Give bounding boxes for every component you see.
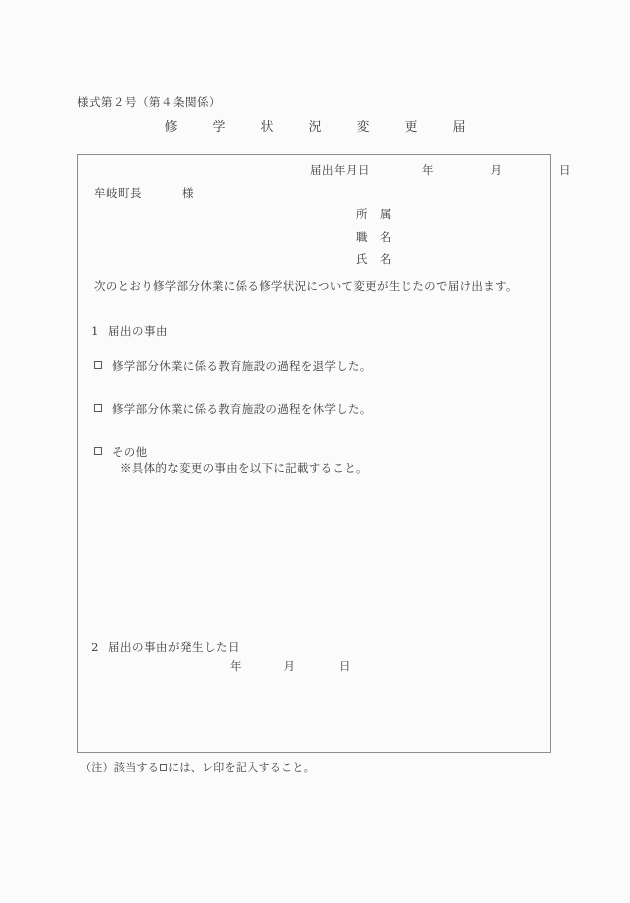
submitter-affiliation-label: 所 属 — [356, 207, 392, 221]
filing-date-label: 届出年月日 — [310, 163, 370, 177]
submitter-name-label: 氏 名 — [356, 252, 392, 266]
checkbox-icon — [160, 764, 167, 771]
addressee-honorific: 様 — [182, 186, 194, 200]
section-2-number: 2 — [91, 640, 99, 654]
addressee-recipient: 牟岐町長 — [94, 186, 142, 200]
section-1-number: 1 — [91, 324, 99, 338]
section-2-title: 届出の事由が発生した日 — [108, 640, 240, 654]
filing-date-month-unit: 月 — [490, 163, 502, 177]
event-date-day-unit: 日 — [339, 659, 351, 673]
event-date-row — [230, 658, 351, 674]
filing-date-day-unit: 日 — [559, 163, 571, 177]
submitter-block — [356, 206, 392, 274]
section-1-title: 届出の事由 — [108, 324, 168, 338]
filing-date-row — [310, 162, 571, 178]
event-date-year-unit: 年 — [230, 659, 242, 673]
checkbox-icon[interactable] — [94, 404, 102, 412]
reason-option-withdrawal[interactable] — [94, 358, 372, 374]
footnote — [80, 759, 315, 775]
event-date-month-unit: 月 — [283, 659, 295, 673]
reason-option-withdrawal-label: 修学部分休業に係る教育施設の過程を退学した。 — [112, 359, 372, 373]
reason-option-other-label: その他 — [112, 445, 148, 459]
submitter-position-label: 職 名 — [356, 229, 392, 244]
section-1-heading — [82, 323, 168, 339]
reason-option-leave-label: 修学部分休業に係る教育施設の過程を休学した。 — [112, 402, 372, 416]
document-title: 修 学 状 況 変 更 届 — [164, 120, 477, 135]
declaration-statement: 次のとおり修学部分休業に係る修学状況について変更が生じたので届け出ます。 — [94, 279, 518, 293]
reason-option-other[interactable] — [94, 444, 147, 460]
section-2-heading — [82, 639, 240, 655]
submitter-name-row — [356, 251, 392, 267]
footnote-suffix: には、レ印を記入すること。 — [168, 761, 316, 774]
footnote-prefix: （注）該当する — [80, 761, 160, 774]
reason-option-leave[interactable] — [94, 401, 372, 417]
checkbox-icon[interactable] — [94, 361, 102, 369]
submitter-position-row — [356, 229, 392, 245]
filing-date-year-unit: 年 — [422, 163, 434, 177]
form-frame — [77, 154, 571, 753]
addressee-line — [94, 185, 194, 201]
checkbox-icon[interactable] — [94, 447, 102, 455]
submitter-affiliation-row — [356, 206, 392, 222]
form-number: 様式第２号（第４条関係） — [77, 95, 221, 109]
reason-option-other-note: ※具体的な変更の事由を以下に記載すること。 — [120, 461, 368, 475]
